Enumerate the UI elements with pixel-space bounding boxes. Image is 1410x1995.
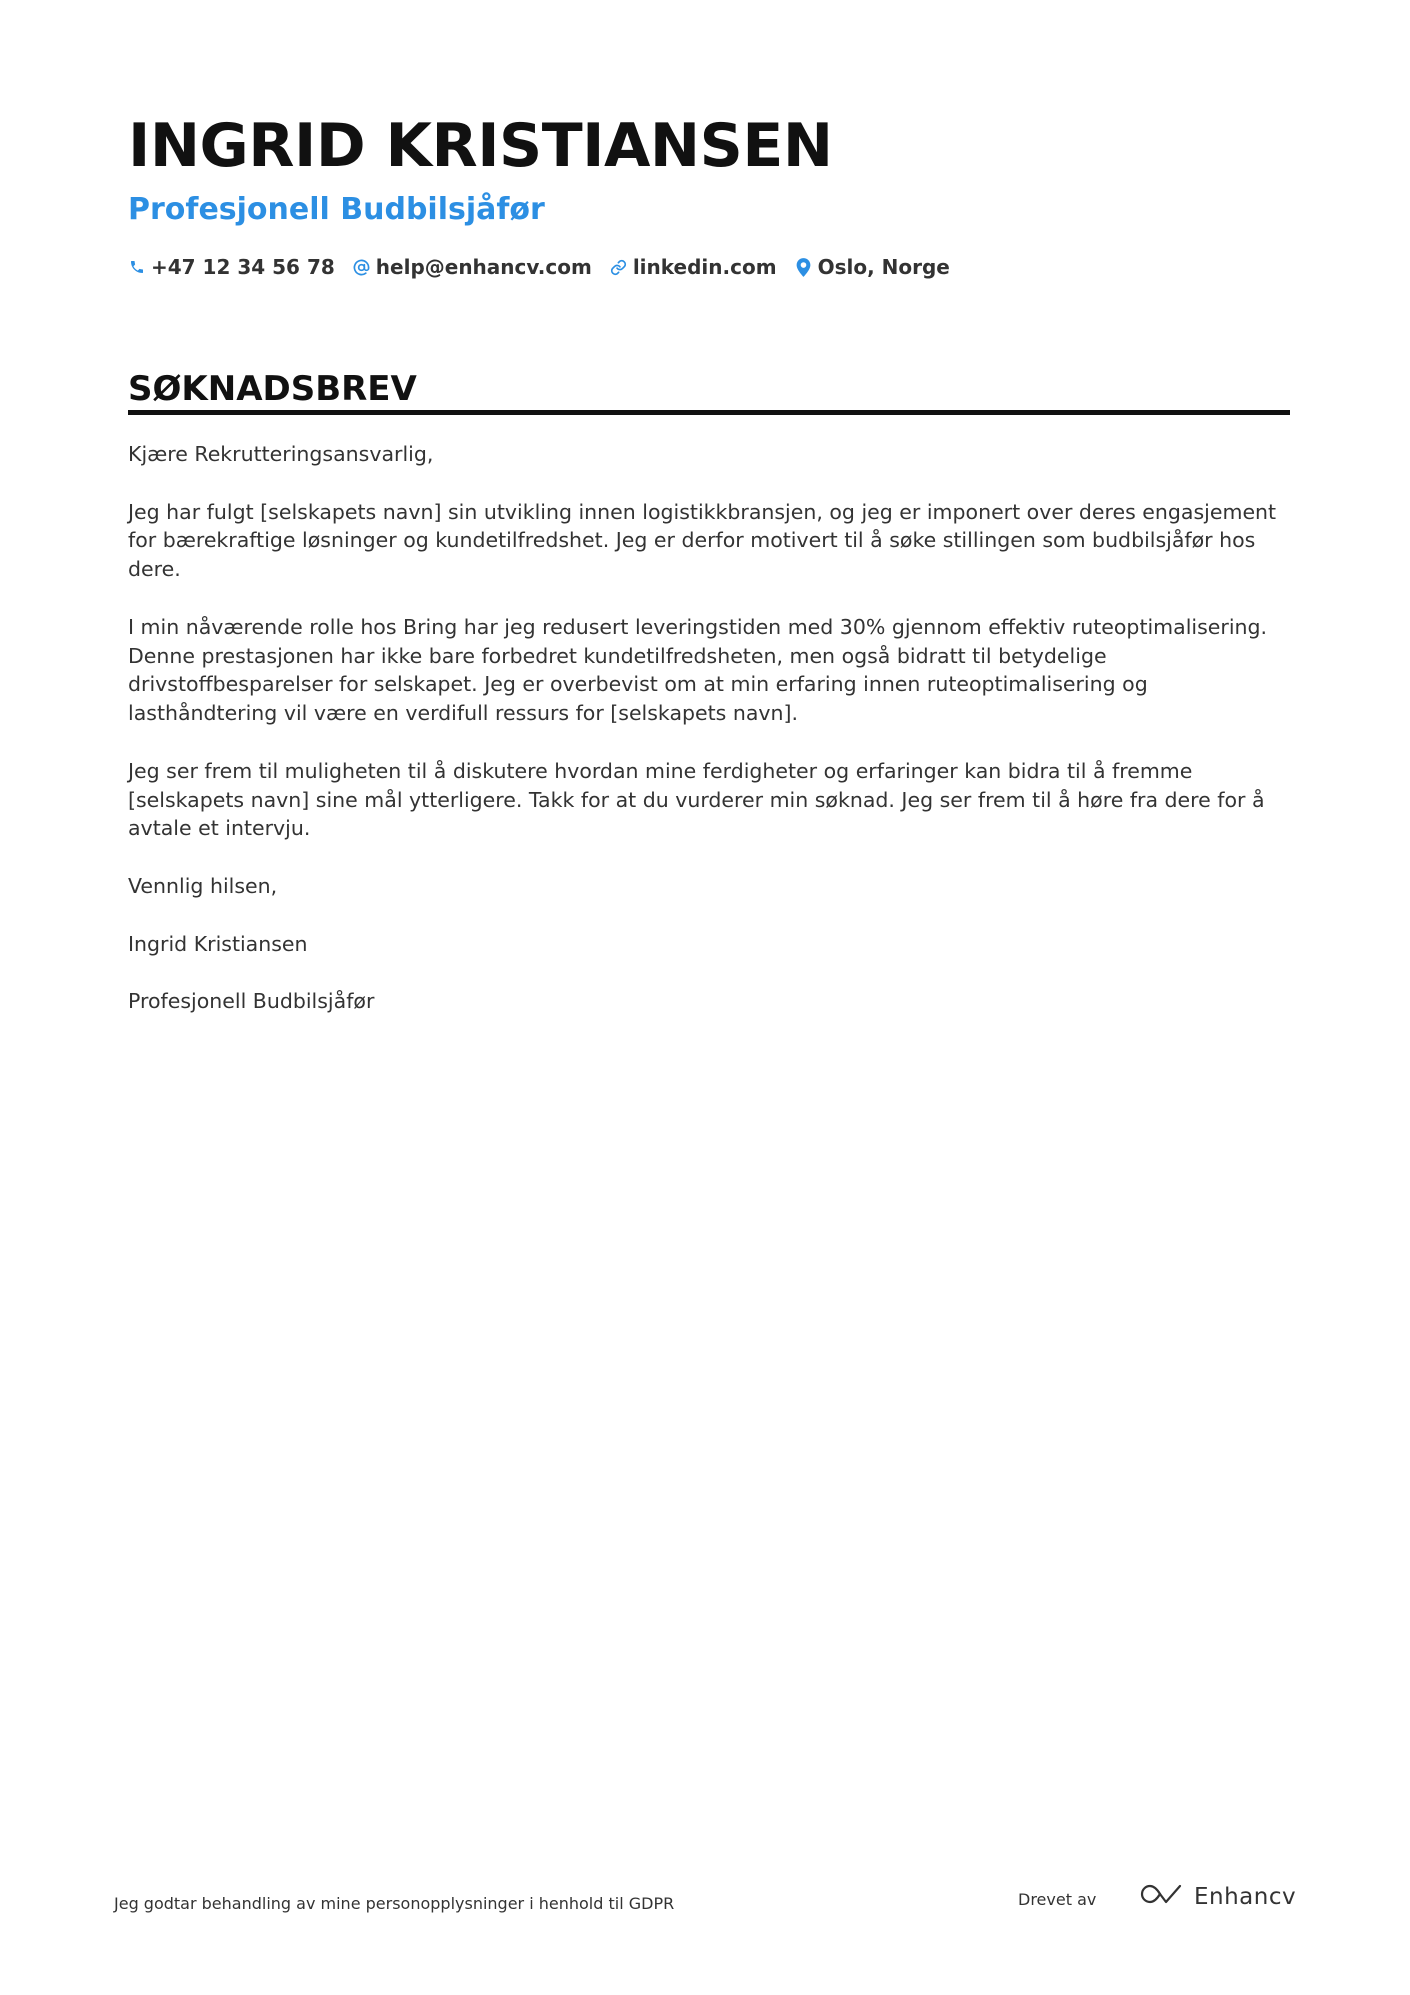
candidate-title: Profesjonell Budbilsjåfør bbox=[128, 192, 545, 227]
letter-greeting: Kjære Rekrutteringsansvarlig, bbox=[128, 442, 434, 466]
map-pin-icon bbox=[795, 256, 813, 278]
phone-icon bbox=[128, 256, 146, 278]
brand-name: Enhancv bbox=[1194, 1883, 1297, 1910]
section-divider bbox=[128, 410, 1290, 415]
linkedin-text[interactable]: linkedin.com bbox=[632, 255, 777, 279]
enhancv-logo-icon bbox=[1138, 1882, 1184, 1911]
phone-text: +47 12 34 56 78 bbox=[151, 255, 335, 279]
at-icon bbox=[353, 256, 371, 278]
contact-phone bbox=[128, 255, 335, 279]
signature-title: Profesjonell Budbilsjåfør bbox=[128, 989, 375, 1014]
letter-paragraph: I min nåværende rolle hos Bring har jeg redusert leveringstiden med 30% gjennom effektiv ruteoptimalisering. Denne prestasjonen har ikke bare forbedret kundetilfredsheten, men også bidratt til betydelige drivstoffbesparelser for selskapet. Jeg er overbevist om at min erfaring innen ruteoptimalisering og lasthåndtering vil være en verdifull ressurs for [selskapets navn]. bbox=[128, 614, 1268, 726]
email-text[interactable]: help@enhancv.com bbox=[375, 255, 592, 279]
brand-logo[interactable] bbox=[1138, 1882, 1296, 1911]
candidate-name: INGRID KRISTIANSEN bbox=[128, 111, 833, 181]
letter-body bbox=[128, 440, 1290, 1045]
signature-name: Ingrid Kristiansen bbox=[128, 931, 308, 956]
gdpr-note: Jeg godtar behandling av mine personopplysninger i henhold til GDPR bbox=[114, 1894, 675, 1913]
letter-closing: Vennlig hilsen, bbox=[128, 873, 278, 898]
letter-paragraph: Jeg har fulgt [selskapets navn] sin utvikling innen logistikkbransjen, og jeg er imponert over deres engasjement for bærekraftige løsninger og kundetilfredshet. Jeg er derfor motivert til å søke stillingen som budbilsjåfør hos dere. bbox=[128, 499, 1277, 582]
contact-linkedin[interactable] bbox=[610, 255, 777, 279]
link-icon bbox=[610, 256, 628, 278]
powered-by-label: Drevet av bbox=[1018, 1890, 1097, 1909]
contact-bar bbox=[128, 252, 968, 282]
contact-location bbox=[795, 255, 950, 279]
location-text: Oslo, Norge bbox=[817, 255, 950, 279]
contact-email[interactable] bbox=[353, 255, 592, 279]
letter-paragraph: Jeg ser frem til muligheten til å diskutere hvordan mine ferdigheter og erfaringer kan bidra til å fremme [selskapets navn] sine mål ytterligere. Takk for at du vurderer min søknad. Jeg ser frem til å høre fra dere for å avtale et intervju. bbox=[128, 758, 1265, 841]
section-heading: SØKNADSBREV bbox=[128, 369, 417, 409]
